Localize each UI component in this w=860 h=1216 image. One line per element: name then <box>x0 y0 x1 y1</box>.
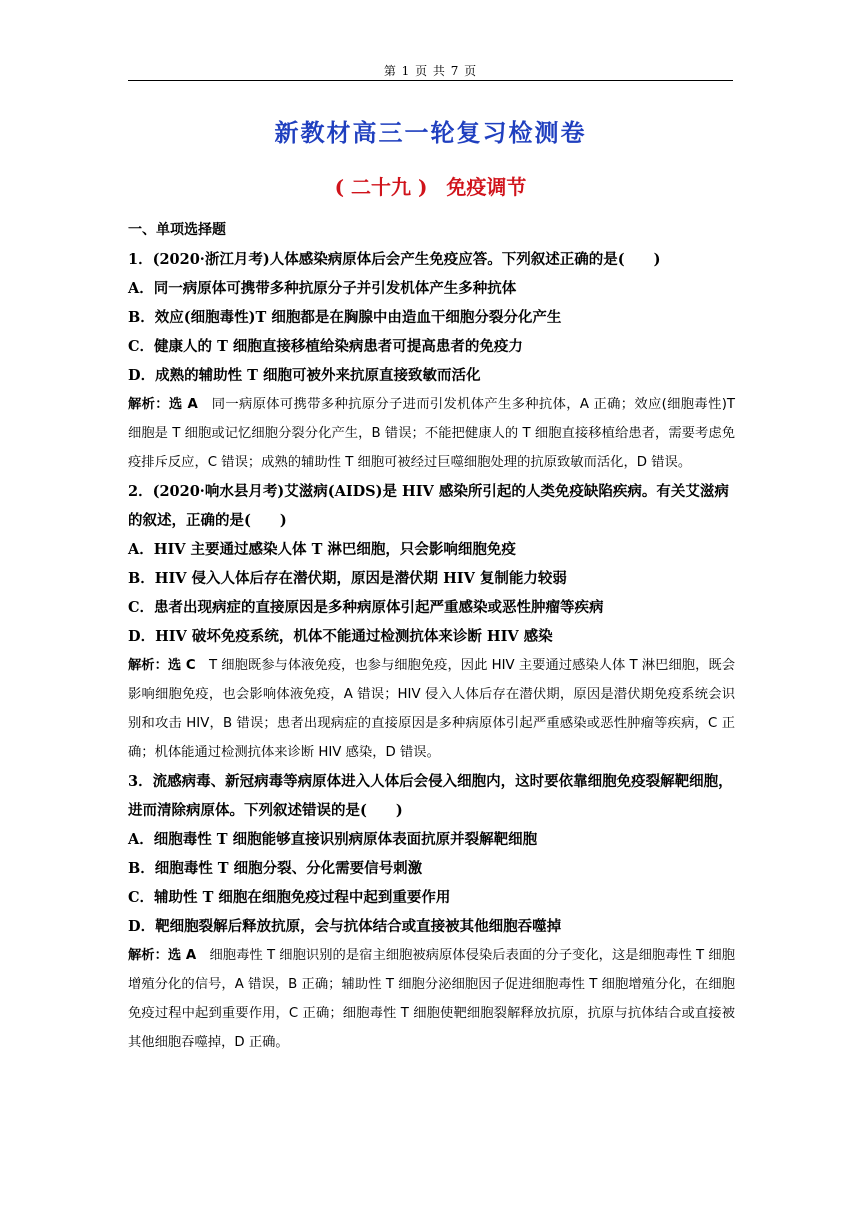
analysis-label: 解析：选 A <box>128 397 198 412</box>
option-c: C．辅助性 T 细胞在细胞免疫过程中起到重要作用 <box>128 889 451 906</box>
question-3 <box>128 767 735 1057</box>
question-1 <box>128 245 735 477</box>
question-2 <box>128 477 735 767</box>
option-d: D．靶细胞裂解后释放抗原，会与抗体结合或直接被其他细胞吞噬掉 <box>128 918 562 935</box>
option-a: A．细胞毒性 T 细胞能够直接识别病原体表面抗原并裂解靶细胞 <box>128 831 538 848</box>
option-c: C．健康人的 T 细胞直接移植给染病患者可提高患者的免疫力 <box>128 338 523 355</box>
document-subtitle <box>128 171 733 200</box>
analysis <box>128 651 735 767</box>
analysis-text: 同一病原体可携带多种抗原分子进而引发机体产生多种抗体，A 正确；效应(细胞毒性)T 细胞是 T 细胞或记忆细胞分裂分化产生，B 错误；不能把健康人的 T 细胞直接移植给患者，需要考虑免疫排斥反应，C 错误；成熟的辅助性 T 细胞可被经过巨噬细胞处理的抗原致敏而活化，D 错误。 <box>128 397 736 470</box>
option-b: B．细胞毒性 T 细胞分裂、分化需要信号刺激 <box>128 860 423 877</box>
analysis-text: T 细胞既参与体液免疫，也参与细胞免疫，因此 HIV 主要通过感染人体 T 淋巴细胞，既会影响细胞免疫，也会影响体液免疫，A 错误；HIV 侵入人体后存在潜伏期，原因是潜伏期免疫系统会识别和攻击 HIV，B 错误；患者出现病症的直接原因是多种病原体引起严重感染或恶性肿瘤等疾病，C 正确；机体能通过检测抗体来诊断 HIV 感染，D 错误。 <box>128 658 735 760</box>
analysis <box>128 390 735 477</box>
option-d: D．HIV 破坏免疫系统，机体不能通过检测抗体来诊断 HIV 感染 <box>128 628 553 645</box>
option-b: B．效应(细胞毒性)T 细胞都是在胸腺中由造血干细胞分裂分化产生 <box>128 309 562 326</box>
page-header <box>128 62 733 79</box>
analysis <box>128 941 735 1057</box>
option-d: D．成熟的辅助性 T 细胞可被外来抗原直接致敏而活化 <box>128 367 481 384</box>
option-c: C．患者出现病症的直接原因是多种病原体引起严重感染或恶性肿瘤等疾病 <box>128 599 604 616</box>
analysis-text: 细胞毒性 T 细胞识别的是宿主细胞被病原体侵染后表面的分子变化，这是细胞毒性 T 细胞增殖分化的信号，A 错误，B 正确；辅助性 T 细胞分泌细胞因子促进细胞毒性 T 细胞增殖分化，在细胞免疫过程中起到重要作用，C 正确；细胞毒性 T 细胞使靶细胞裂解释放抗原，抗原与抗体结合或直接被其他细胞吞噬掉，D 正确。 <box>128 948 736 1050</box>
option-b: B．HIV 侵入人体后存在潜伏期，原因是潜伏期 HIV 复制能力较弱 <box>128 570 567 587</box>
page-info: 第 1 页 共 7 页 <box>383 64 478 78</box>
analysis-label: 解析：选 A <box>128 948 197 963</box>
document-title: 新教材高三一轮复习检测卷 <box>274 118 587 147</box>
analysis-label: 解析：选 C <box>128 658 196 673</box>
document-body <box>128 216 735 1057</box>
header-divider <box>128 80 733 81</box>
option-a: A．HIV 主要通过感染人体 T 淋巴细胞，只会影响细胞免疫 <box>128 541 516 558</box>
subtitle-topic: 免疫调节 <box>446 175 527 199</box>
question-stem: 3．流感病毒、新冠病毒等病原体进入人体后会侵入细胞内，这时要依靠细胞免疫裂解靶细胞，进而清除病原体。下列叙述错误的是( ) <box>128 773 733 819</box>
option-a: A．同一病原体可携带多种抗原分子并引发机体产生多种抗体 <box>128 280 517 297</box>
question-stem: 1．(2020·浙江月考)人体感染病原体后会产生免疫应答。下列叙述正确的是( ) <box>128 251 661 268</box>
question-stem: 2．(2020·响水县月考)艾滋病(AIDS)是 HIV 感染所引起的人类免疫缺陷疾病。有关艾滋病的叙述，正确的是( ) <box>128 483 729 529</box>
section-heading: 一、单项选择题 <box>128 222 226 238</box>
subtitle-number: ( 二十九 ) <box>334 175 428 199</box>
